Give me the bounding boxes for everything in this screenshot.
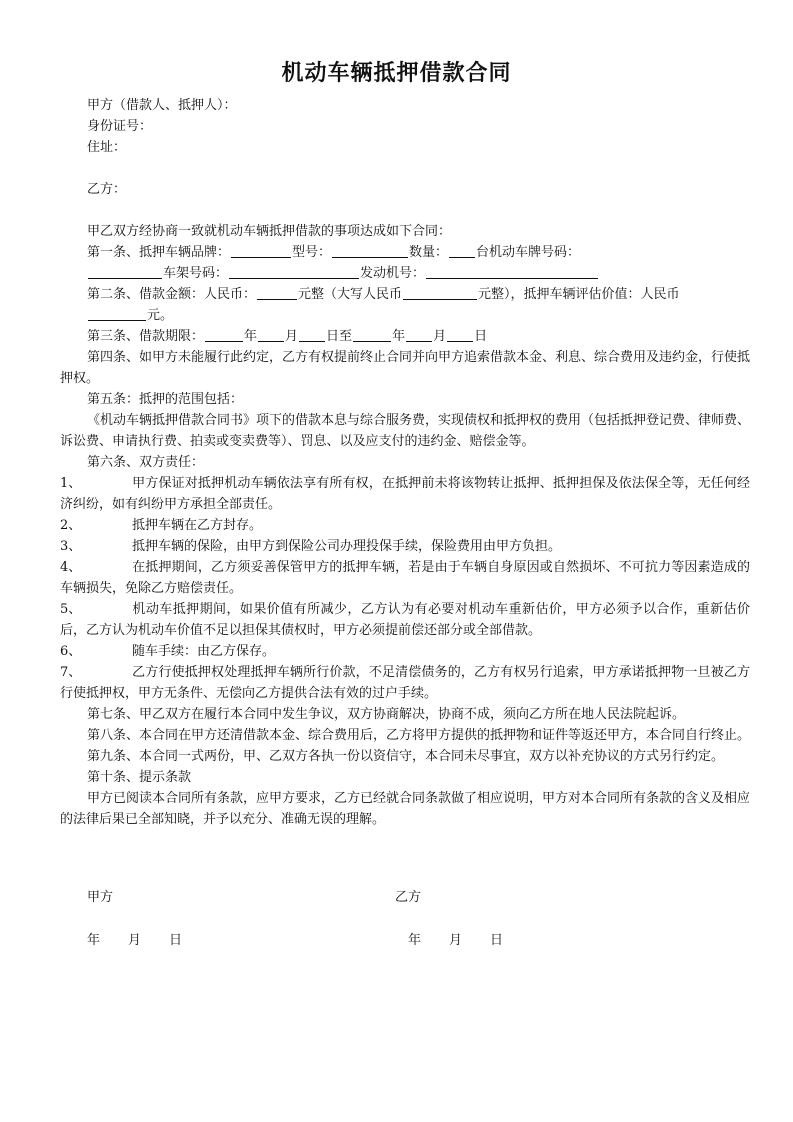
item-number: 7、 — [60, 665, 82, 680]
party-a-label: 甲方（借款人、抵押人）： — [87, 98, 237, 113]
year-label: 年 — [392, 329, 406, 344]
start-month-blank[interactable] — [258, 327, 284, 342]
start-year-blank[interactable] — [205, 327, 243, 342]
article-2-line-1 — [60, 284, 750, 305]
model-blank[interactable] — [332, 243, 408, 258]
article-9: 第九条、本合同一式两份，甲、乙双方各执一份以资信守，本合同未尽事宜，双方以补充协议的方式另行约定。 — [87, 749, 725, 764]
end-year-blank[interactable] — [353, 327, 391, 342]
article-10-body: 甲方已阅读本合同所有条款，应甲方要求，乙方已经就合同条款做了相应说明，甲方对本合同所有条款的含义及相应的法律后果已全部知晓，并予以充分、准确无误的理解。 — [60, 791, 751, 827]
article-5-heading: 第五条：抵押的范围包括： — [87, 392, 244, 407]
article-5-body: 《机动车辆抵押借款合同书》项下的借款本息与综合服务费，实现债权和抵押权的费用（包括抵押登记费、律师费、诉讼费、申请执行费、拍卖或变卖费等）、罚息、以及应支付的违约金、赔偿金等。 — [60, 413, 751, 449]
article-3-term — [60, 326, 750, 347]
term-label: 第三条、借款期限： — [87, 329, 205, 344]
engine-blank[interactable] — [426, 264, 598, 279]
signature-party-b: 乙方 — [395, 890, 422, 905]
day-label: 日 — [474, 329, 488, 344]
article-8: 第八条、本合同在甲方还清借款本金、综合费用后，乙方将甲方提供的抵押物和证件等返还甲方，本合同自行终止。 — [87, 728, 751, 743]
signature-date-b — [408, 929, 503, 948]
article-6-item-1 — [60, 473, 750, 515]
signature-date-a — [87, 929, 182, 948]
brand-label: 第一条、抵押车辆品牌： — [87, 245, 231, 260]
item-text: 甲方保证对抵押机动车辆依法享有所有权，在抵押前未将该物转让抵押、抵押担保及依法保全等，无任何经济纠纷，如有纠纷甲方承担全部责任。 — [60, 476, 750, 512]
plate-blank[interactable] — [88, 264, 162, 279]
loan-upper-blank[interactable] — [403, 285, 477, 300]
frame-label: 车架号码： — [163, 266, 229, 281]
contract-title: 机动车辆抵押借款合同 — [281, 61, 512, 86]
article-1-line-2 — [60, 263, 750, 284]
yuan-label: 元。 — [147, 308, 174, 323]
valuation-label: 元整），抵押车辆评估价值：人民币 — [478, 287, 680, 302]
engine-label: 发动机号： — [360, 266, 426, 281]
end-day-blank[interactable] — [447, 327, 473, 342]
date-month-label: 月 — [128, 933, 142, 948]
quantity-label: 数量： — [409, 245, 449, 260]
item-text: 抵押车辆在乙方封存。 — [132, 518, 263, 533]
item-text: 随车手续：由乙方保存。 — [132, 644, 276, 659]
loan-amount-blank[interactable] — [257, 285, 297, 300]
date-month-label: 月 — [449, 933, 463, 948]
article-6-item-4 — [60, 557, 750, 599]
model-label: 型号： — [292, 245, 332, 260]
item-text: 抵押车辆的保险，由甲方到保险公司办理投保手续，保险费用由甲方负担。 — [132, 539, 562, 554]
loan-amount-label: 第二条、借款金额：人民币： — [87, 287, 257, 302]
item-number: 3、 — [60, 539, 82, 554]
item-number: 5、 — [60, 602, 82, 617]
article-6-heading: 第六条、双方责任： — [87, 455, 205, 470]
item-number: 2、 — [60, 518, 82, 533]
signature-party-a: 甲方 — [87, 890, 114, 905]
article-2-line-2 — [60, 305, 750, 326]
item-number: 6、 — [60, 644, 82, 659]
contract-body — [60, 95, 750, 830]
date-year-label: 年 — [408, 933, 422, 948]
article-6-item-3 — [60, 536, 750, 557]
start-day-blank[interactable] — [299, 327, 325, 342]
article-10-heading: 第十条、提示条款 — [87, 770, 192, 785]
valuation-blank[interactable] — [88, 306, 146, 321]
article-6-item-6 — [60, 641, 750, 662]
date-day-label: 日 — [169, 933, 183, 948]
party-b-label: 乙方： — [87, 182, 127, 197]
quantity-blank[interactable] — [449, 243, 475, 258]
contract-intro: 甲乙双方经协商一致就机动车辆抵押借款的事项达成如下合同： — [87, 224, 452, 239]
brand-blank[interactable] — [231, 243, 291, 258]
month-label: 月 — [433, 329, 447, 344]
end-month-blank[interactable] — [406, 327, 432, 342]
frame-blank[interactable] — [229, 264, 359, 279]
party-a-id-label: 身份证号： — [87, 119, 153, 134]
article-7: 第七条、甲乙双方在履行本合同中发生争议，双方协商解决，协商不成，须向乙方所在地人民法院起诉。 — [87, 707, 686, 722]
article-6-item-7 — [60, 662, 750, 704]
date-day-label: 日 — [490, 933, 504, 948]
article-6-item-5 — [60, 599, 750, 641]
item-text: 在抵押期间，乙方须妥善保管甲方的抵押车辆，若是由于车辆自身原因或自然损坏、不可抗力等因素造成的车辆损失，免除乙方赔偿责任。 — [60, 560, 750, 596]
loan-upper-label: 元整（大写人民币 — [298, 287, 403, 302]
year-label: 年 — [244, 329, 258, 344]
item-number: 1、 — [60, 476, 82, 491]
item-text: 机动车抵押期间，如果价值有所减少，乙方认为有必要对机动车重新估价，甲方必须予以合作，重新估价后，乙方认为机动车价值不足以担保其债权时，甲方必须提前偿还部分或全部借款。 — [60, 602, 750, 638]
item-number: 4、 — [60, 560, 82, 575]
date-year-label: 年 — [87, 933, 101, 948]
day-to-label: 日至 — [326, 329, 353, 344]
article-4: 第四条、如甲方未能履行此约定，乙方有权提前终止合同并向甲方追索借款本金、利息、综合费用及违约金，行使抵押权。 — [60, 350, 751, 386]
party-a-address-label: 住址： — [87, 140, 127, 155]
item-text: 乙方行使抵押权处理抵押车辆所行价款，不足清偿债务的，乙方有权另行追索，甲方承诺抵押物一旦被乙方行使抵押权，甲方无条件、无偿向乙方提供合法有效的过户手续。 — [60, 665, 750, 701]
article-6-item-2 — [60, 515, 750, 536]
article-1-line-1 — [60, 242, 750, 263]
plate-label: 台机动车牌号码： — [476, 245, 581, 260]
month-label: 月 — [285, 329, 299, 344]
